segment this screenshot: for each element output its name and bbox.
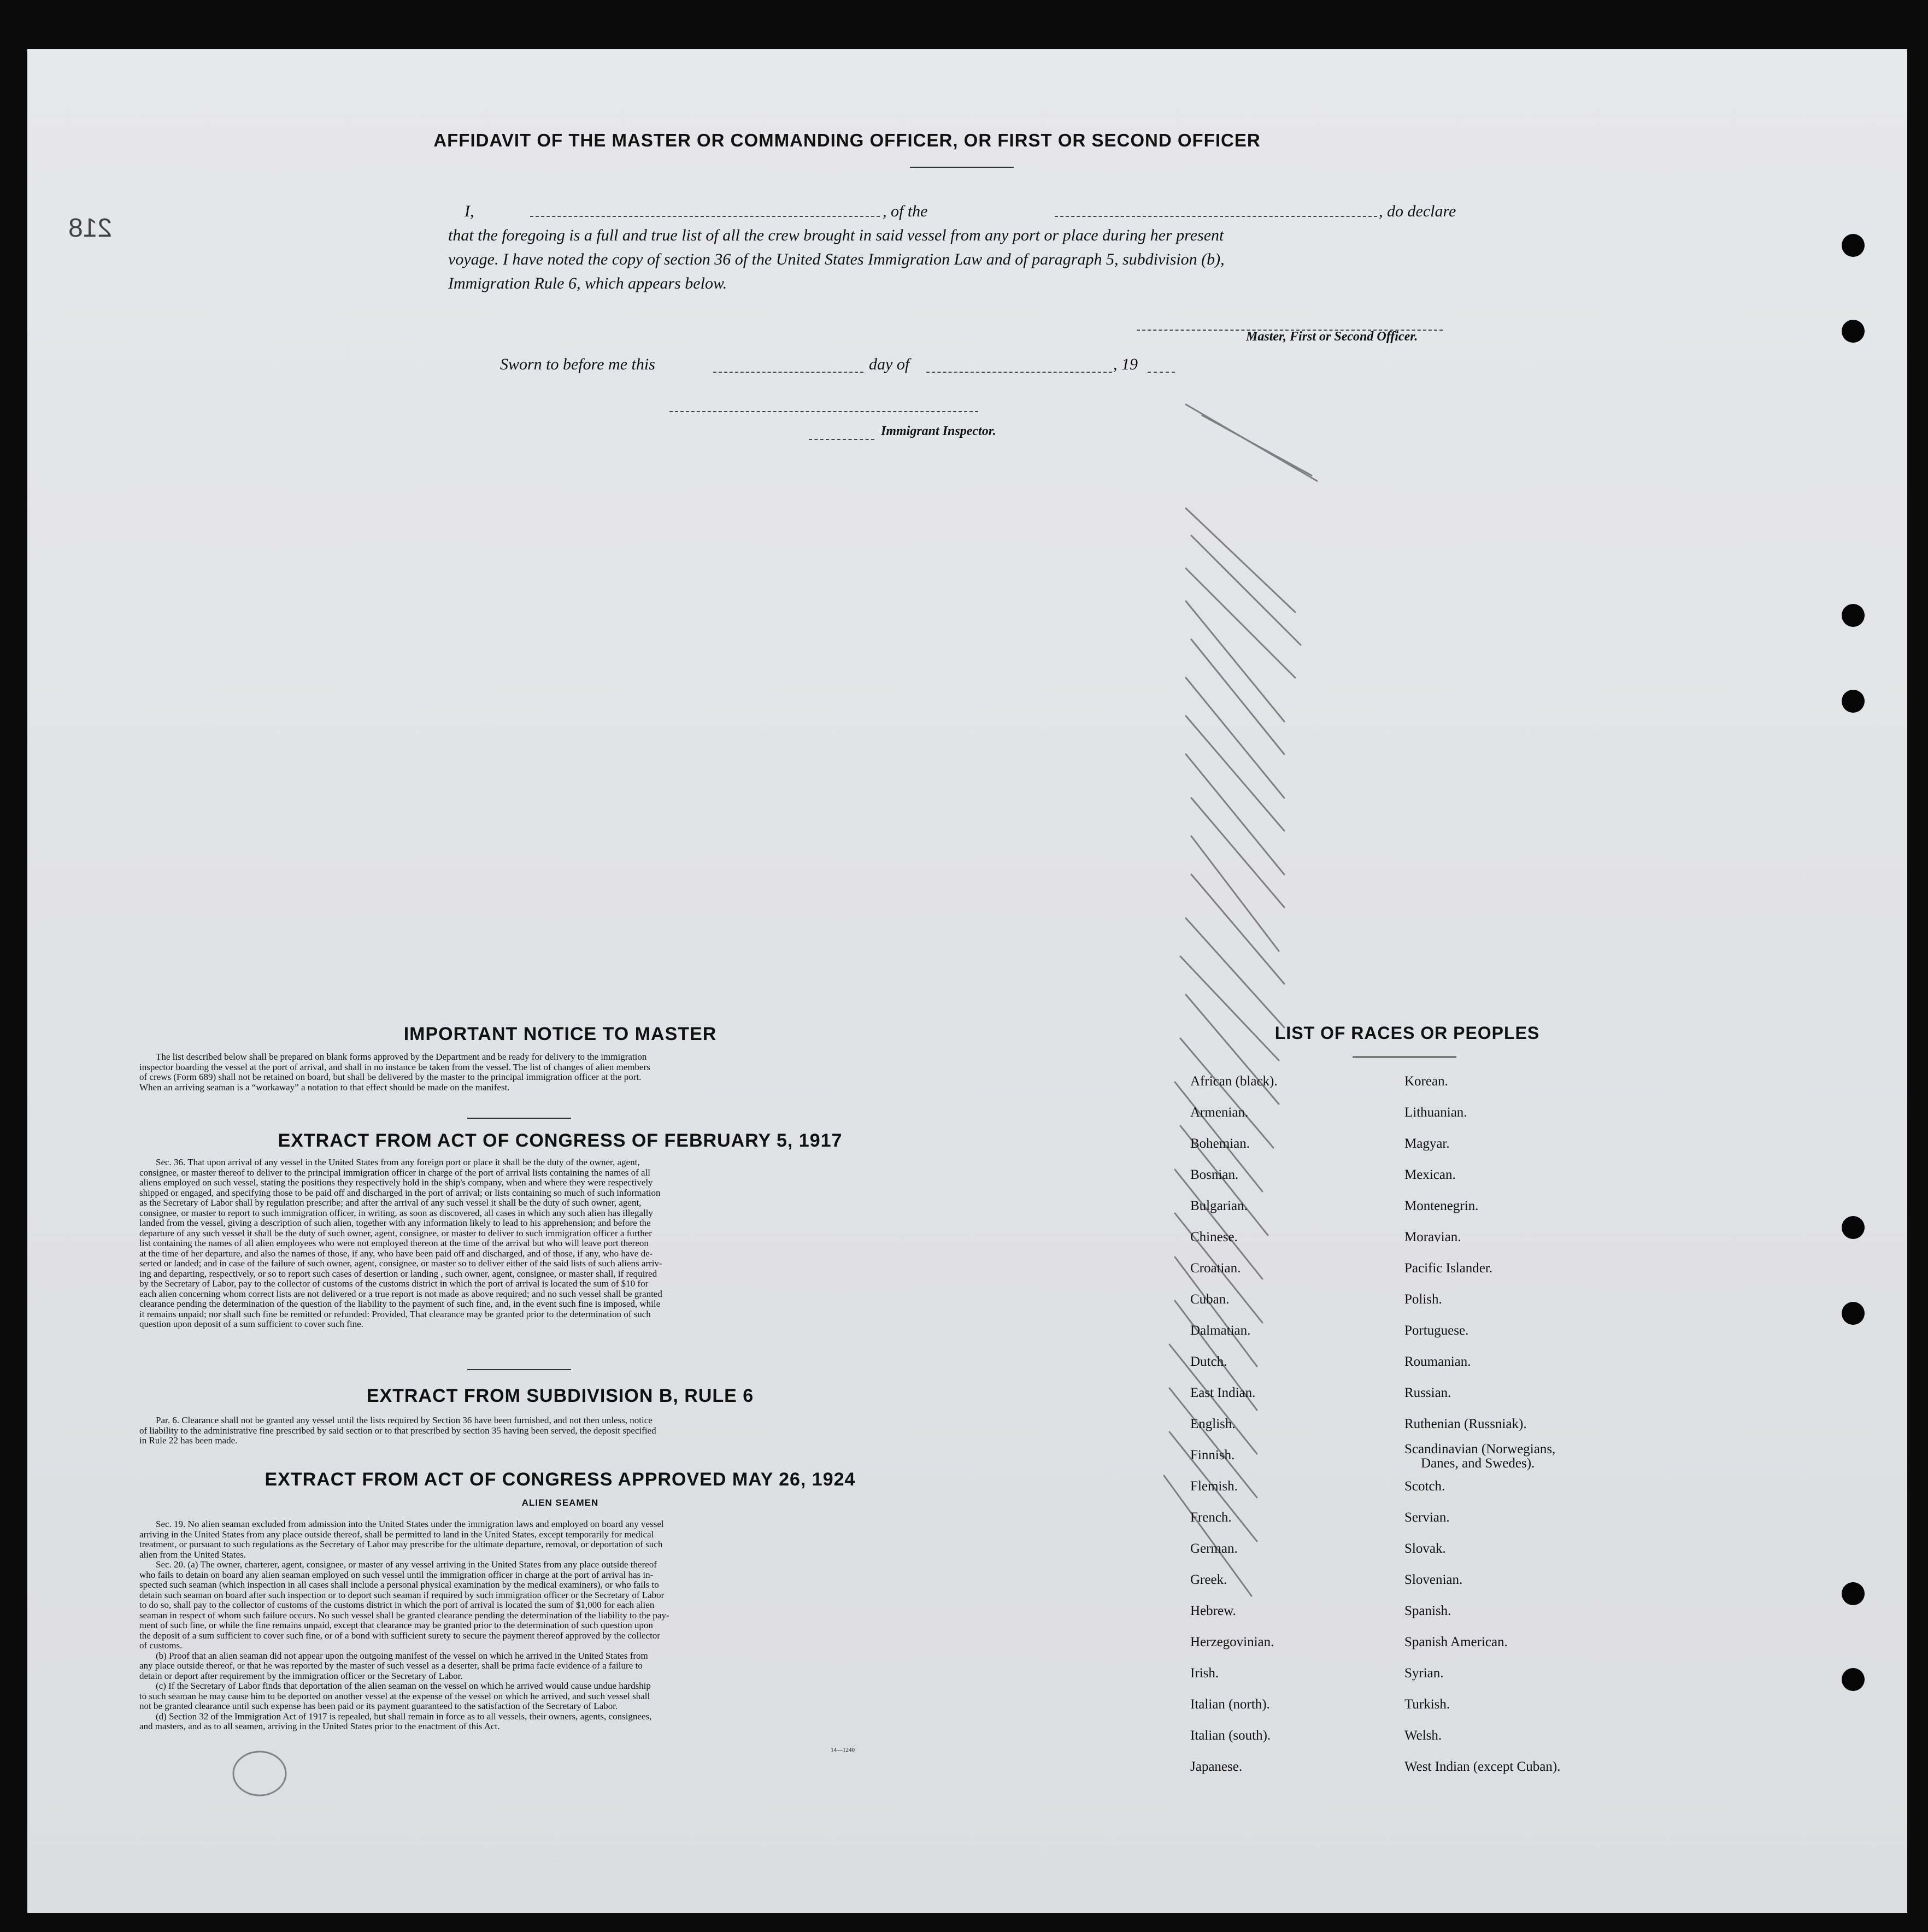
alien-seamen-subtitle: ALIEN SEAMEN xyxy=(521,1498,599,1508)
race-item: Moravian. xyxy=(1404,1230,1461,1244)
race-item: Pacific Islander. xyxy=(1404,1261,1493,1276)
race-item: Lithuanian. xyxy=(1404,1105,1467,1120)
race-item: Mexican. xyxy=(1404,1167,1456,1182)
race-item: Italian (south). xyxy=(1190,1728,1271,1743)
races-underline xyxy=(1353,1056,1456,1058)
punch-hole xyxy=(1842,234,1865,257)
affidavit-line: voyage. I have noted the copy of section 36 of the United States Immigration Law and of paragraph 5, subdivision (b), xyxy=(448,250,1225,268)
extract-line: it remains unpaid; nor shall such fine be remitted or refunded: Provided, That clearance may be granted prior to the determination of such xyxy=(139,1308,651,1319)
notice-line: inspector boarding the vessel at the port of arrival, and shall in no instance be taken from the vessel. The list of changes of alien members xyxy=(139,1061,650,1072)
extract-line: to such seaman he may cause him to be deported on another vessel at the expense of the vessel on which he arrived, and such vessel shall xyxy=(139,1690,650,1701)
punch-hole xyxy=(1842,604,1865,627)
extract-line: detain such seaman on board after such inspection or to deport such seaman if required by such immigration officer or the Secretary of Labor xyxy=(139,1589,665,1600)
extract-line: ment of such fine, or while the fine remains unpaid, except that clearance may be granted prior to the determination of such question upon xyxy=(139,1620,653,1630)
extract-line: shipped or engaged, and specifying those to be paid off and discharged in the port of arrival; or lists containing so much of such information xyxy=(139,1187,661,1198)
extract-line: Sec. 19. No alien seaman excluded from admission into the United States under the immigration laws and employed on board any vessel xyxy=(156,1519,664,1529)
race-item: Bulgarian. xyxy=(1190,1199,1248,1213)
race-item: Russian. xyxy=(1404,1385,1451,1400)
race-item: Slovenian. xyxy=(1404,1572,1463,1587)
race-item: Dutch. xyxy=(1190,1354,1227,1369)
extract-1924-title: EXTRACT FROM ACT OF CONGRESS APPROVED MAY 26, 1924 xyxy=(264,1469,856,1490)
race-item: Portuguese. xyxy=(1404,1323,1469,1338)
notice-title: IMPORTANT NOTICE TO MASTER xyxy=(403,1024,717,1044)
race-item: Spanish. xyxy=(1404,1604,1451,1618)
section-divider xyxy=(467,1118,571,1119)
rule6-line: Par. 6. Clearance shall not be granted any vessel until the lists required by Section 36 have been furnished, and not then unless, notice xyxy=(156,1415,653,1425)
name-field[interactable] xyxy=(530,216,880,217)
extract-1917-title: EXTRACT FROM ACT OF CONGRESS OF FEBRUARY 5, 1917 xyxy=(278,1130,843,1151)
inspector-label: Immigrant Inspector. xyxy=(881,424,996,438)
race-item: Polish. xyxy=(1404,1292,1442,1307)
master-signature-label: Master, First or Second Officer. xyxy=(1246,330,1418,344)
i-label: I, xyxy=(465,202,474,220)
extract-line: not be granted clearance until such expense has been paid or its payment guaranteed to the satisfaction of the Secretary of Labor. xyxy=(139,1701,618,1711)
extract-line: by the Secretary of Labor, pay to the collector of customs of the customs district in which the port of arrival is located the sum of $10 for xyxy=(139,1278,649,1289)
race-item: Slovak. xyxy=(1404,1541,1446,1556)
extract-line: (c) If the Secretary of Labor finds that deportation of the alien seaman on the vessel on which he arrived would cause undue hardship xyxy=(156,1681,651,1691)
race-item: Italian (north). xyxy=(1190,1697,1270,1712)
extract-1917-text xyxy=(139,1158,902,1330)
race-item: German. xyxy=(1190,1541,1238,1556)
rule6-title: EXTRACT FROM SUBDIVISION B, RULE 6 xyxy=(366,1385,754,1406)
race-item: Spanish American. xyxy=(1404,1635,1508,1649)
race-item: Greek. xyxy=(1190,1572,1227,1587)
race-item: Flemish. xyxy=(1190,1479,1238,1494)
race-item: African (black). xyxy=(1190,1074,1278,1089)
extract-line: departure of any such vessel it shall be the duty of such owner, agent, consignee, or master to deliver to such immigration officer a further xyxy=(139,1228,652,1238)
extract-1924-text xyxy=(139,1519,902,1732)
extract-line: any place outside thereof, or that he was reported by the master of such vessel as a deserter, shall be prima facie evidence of a failure to xyxy=(139,1660,643,1671)
extract-line: alien from the United States. xyxy=(139,1549,246,1560)
notice-line: of crews (Form 689) shall not be retained on board, but shall be delivered by the master to the principal immigration officer at the port. xyxy=(139,1072,642,1082)
extract-line: detain or deport after requirement by the immigration officer or the Secretary of Labor. xyxy=(139,1670,463,1681)
inspector-signature-line[interactable] xyxy=(669,411,978,412)
affidavit-line: that the foregoing is a full and true list of all the crew brought in said vessel from any port or place during her present xyxy=(448,226,1224,244)
punch-hole xyxy=(1842,320,1865,343)
margin-number: 218 xyxy=(68,214,113,243)
extract-line: consignee, or master thereof to deliver to the principal immigration officer in charge of the port of arrival lists containing the names of all xyxy=(139,1167,651,1178)
extract-line: and masters, and as to all seamen, arriving in the United States prior to the enactment of this Act. xyxy=(139,1721,500,1731)
extract-line: (d) Section 32 of the Immigration Act of 1917 is repealed, but shall remain in force as to all vessels, their owners, agents, consignees, xyxy=(156,1711,652,1722)
title-underline xyxy=(910,167,1014,168)
rule6-line: of liability to the administrative fine prescribed by said section or to that prescribed by section 35 having been served, the deposit specified xyxy=(139,1425,656,1436)
race-item: Welsh. xyxy=(1404,1728,1442,1743)
vessel-field[interactable] xyxy=(1055,216,1377,217)
extract-line: arriving in the United States from any place outside thereof, shall be permitted to land in the United States, except temporarily for medical xyxy=(139,1529,654,1540)
affidavit-text xyxy=(448,199,1486,296)
extract-line: of customs. xyxy=(139,1640,183,1651)
of-the-label: , of the xyxy=(883,202,928,220)
extract-line: at the time of her departure, and also the names of those, if any, who have been paid off and discharged, and of those, if any, who have de- xyxy=(139,1248,653,1259)
race-item: Scotch. xyxy=(1404,1479,1445,1494)
notice-line: The list described below shall be prepared on blank forms approved by the Department and be ready for delivery to the immigration xyxy=(156,1052,647,1062)
rule6-text xyxy=(139,1416,902,1446)
race-item: Dalmatian. xyxy=(1190,1323,1251,1338)
punch-hole xyxy=(1842,1216,1865,1239)
race-item: Cuban. xyxy=(1190,1292,1230,1307)
race-item: Armenian. xyxy=(1190,1105,1249,1120)
extract-line: question upon deposit of a sum sufficient to cover such fine. xyxy=(139,1319,363,1329)
race-item: Magyar. xyxy=(1404,1136,1450,1151)
affidavit-line: Immigration Rule 6, which appears below. xyxy=(448,274,727,292)
extract-line: treatment, or pursuant to such regulations as the Secretary of Labor may prescribe for the ultimate departure, removal, or deportation of such xyxy=(139,1539,663,1549)
race-item: Bohemian. xyxy=(1190,1136,1250,1151)
extract-line: to do so, shall pay to the collector of customs of the customs district in which the port of arrival is located the sum of $1,000 for each alien xyxy=(139,1600,655,1610)
extract-line: consignee, or master to report to such immigration officer, in writing, as soon as discovered, all cases in which any such alien has illegally xyxy=(139,1207,653,1218)
notice-text xyxy=(139,1052,902,1093)
race-item: Herzegovinian. xyxy=(1190,1635,1274,1649)
extract-line: list containing the names of all alien employees who were not employed thereon at the time of the arrival but who will leave port thereon xyxy=(139,1238,649,1248)
race-item: Hebrew. xyxy=(1190,1604,1236,1618)
punch-hole xyxy=(1842,1668,1865,1691)
extract-line: each alien concerning whom correct lists are not delivered or a true report is not made as above required; and no such vessel shall be granted xyxy=(139,1288,662,1299)
extract-line: as the Secretary of Labor shall by regulation prescribe; and after the arrival of any such vessel it shall be the duty of such owner, agent, xyxy=(139,1197,642,1208)
race-item: Servian. xyxy=(1404,1510,1450,1525)
race-item: Croatian. xyxy=(1190,1261,1241,1276)
affidavit-title: AFFIDAVIT OF THE MASTER OR COMMANDING OFFICER, OR FIRST OR SECOND OFFICER xyxy=(433,130,1261,150)
notice-line: When an arriving seaman is a “workaway” a notation to that effect should be made on the manifest. xyxy=(139,1082,510,1093)
race-item: West Indian (except Cuban). xyxy=(1404,1759,1561,1774)
inspector-prefix-line xyxy=(809,439,874,440)
race-item: Scandinavian (Norwegians, xyxy=(1404,1442,1556,1457)
extract-line: ing and departing, respectively, or so to report such cases of desertion or landing , such owner, agent, consignee, or master shall, if required xyxy=(139,1268,657,1279)
race-item: French. xyxy=(1190,1510,1232,1525)
extract-line: aliens employed on such vessel, stating the positions they respectively hold in the ship's company, when and where they were respectively xyxy=(139,1177,653,1188)
race-item: Irish. xyxy=(1190,1666,1219,1681)
extract-line: landed from the vessel, giving a description of such alien, together with any information likely to lead to his apprehension; and before the xyxy=(139,1218,651,1228)
extract-line: spected such seaman (which inspection in all cases shall include a personal physical examination by the medical examiners), or who fails to xyxy=(139,1579,659,1590)
extract-line: Sec. 36. That upon arrival of any vessel in the United States from any foreign port or place it shall be the duty of the owner, agent, xyxy=(156,1157,640,1167)
race-item: Montenegrin. xyxy=(1404,1199,1479,1213)
punch-hole xyxy=(1842,690,1865,713)
race-item: East Indian. xyxy=(1190,1385,1256,1400)
race-item: English. xyxy=(1190,1417,1236,1431)
form-number: 14—1240 xyxy=(831,1747,855,1753)
race-item: Roumanian. xyxy=(1404,1354,1471,1369)
extract-line: Sec. 20. (a) The owner, charterer, agent, consignee, or master of any vessel arriving in the United States from any place outside thereof xyxy=(156,1559,657,1570)
punch-hole xyxy=(1842,1302,1865,1325)
circle-stamp xyxy=(227,1743,292,1804)
race-item: Japanese. xyxy=(1190,1759,1243,1774)
section-divider xyxy=(467,1369,571,1370)
race-item: Turkish. xyxy=(1404,1697,1450,1712)
race-item: Finnish. xyxy=(1190,1448,1235,1463)
races-title: LIST OF RACES OR PEOPLES xyxy=(1274,1023,1540,1043)
sworn-line: Sworn to before me this day of , 19 xyxy=(500,355,1210,379)
extract-line: the deposit of a sum sufficient to cover such fine, or of a bond with sufficient surety to secure the payment thereof approved by the collector xyxy=(139,1630,660,1641)
extract-line: clearance pending the determination of the question of the liability to the payment of such fine, and, in the event such fine is imposed, while xyxy=(139,1299,661,1309)
punch-hole xyxy=(1842,1582,1865,1605)
extract-line: seaman in respect of whom such failure occurs. No such vessel shall be granted clearance pending the determination of the liability to the pay- xyxy=(139,1610,669,1620)
do-declare-label: , do declare xyxy=(1379,202,1456,220)
race-item: Ruthenian (Russniak). xyxy=(1404,1417,1527,1431)
rule6-line: in Rule 22 has been made. xyxy=(139,1435,238,1446)
extract-line: (b) Proof that an alien seaman did not appear upon the outgoing manifest of the vessel on which he arrived in the United States from xyxy=(156,1650,648,1661)
race-item: Bosnian. xyxy=(1190,1167,1239,1182)
race-item-continuation: Danes, and Swedes). xyxy=(1421,1456,1535,1471)
extract-line: serted or landed; and in case of the failure of such owner, agent, consignee, or master so to deliver either of the said lists of such aliens arriv- xyxy=(139,1258,662,1269)
race-item: Korean. xyxy=(1404,1074,1448,1089)
extract-line: who fails to detain on board any alien seaman employed on such vessel until the immigration officer in charge at the port of arrival has in- xyxy=(139,1569,654,1580)
race-item: Syrian. xyxy=(1404,1666,1444,1681)
race-item: Chinese. xyxy=(1190,1230,1238,1244)
